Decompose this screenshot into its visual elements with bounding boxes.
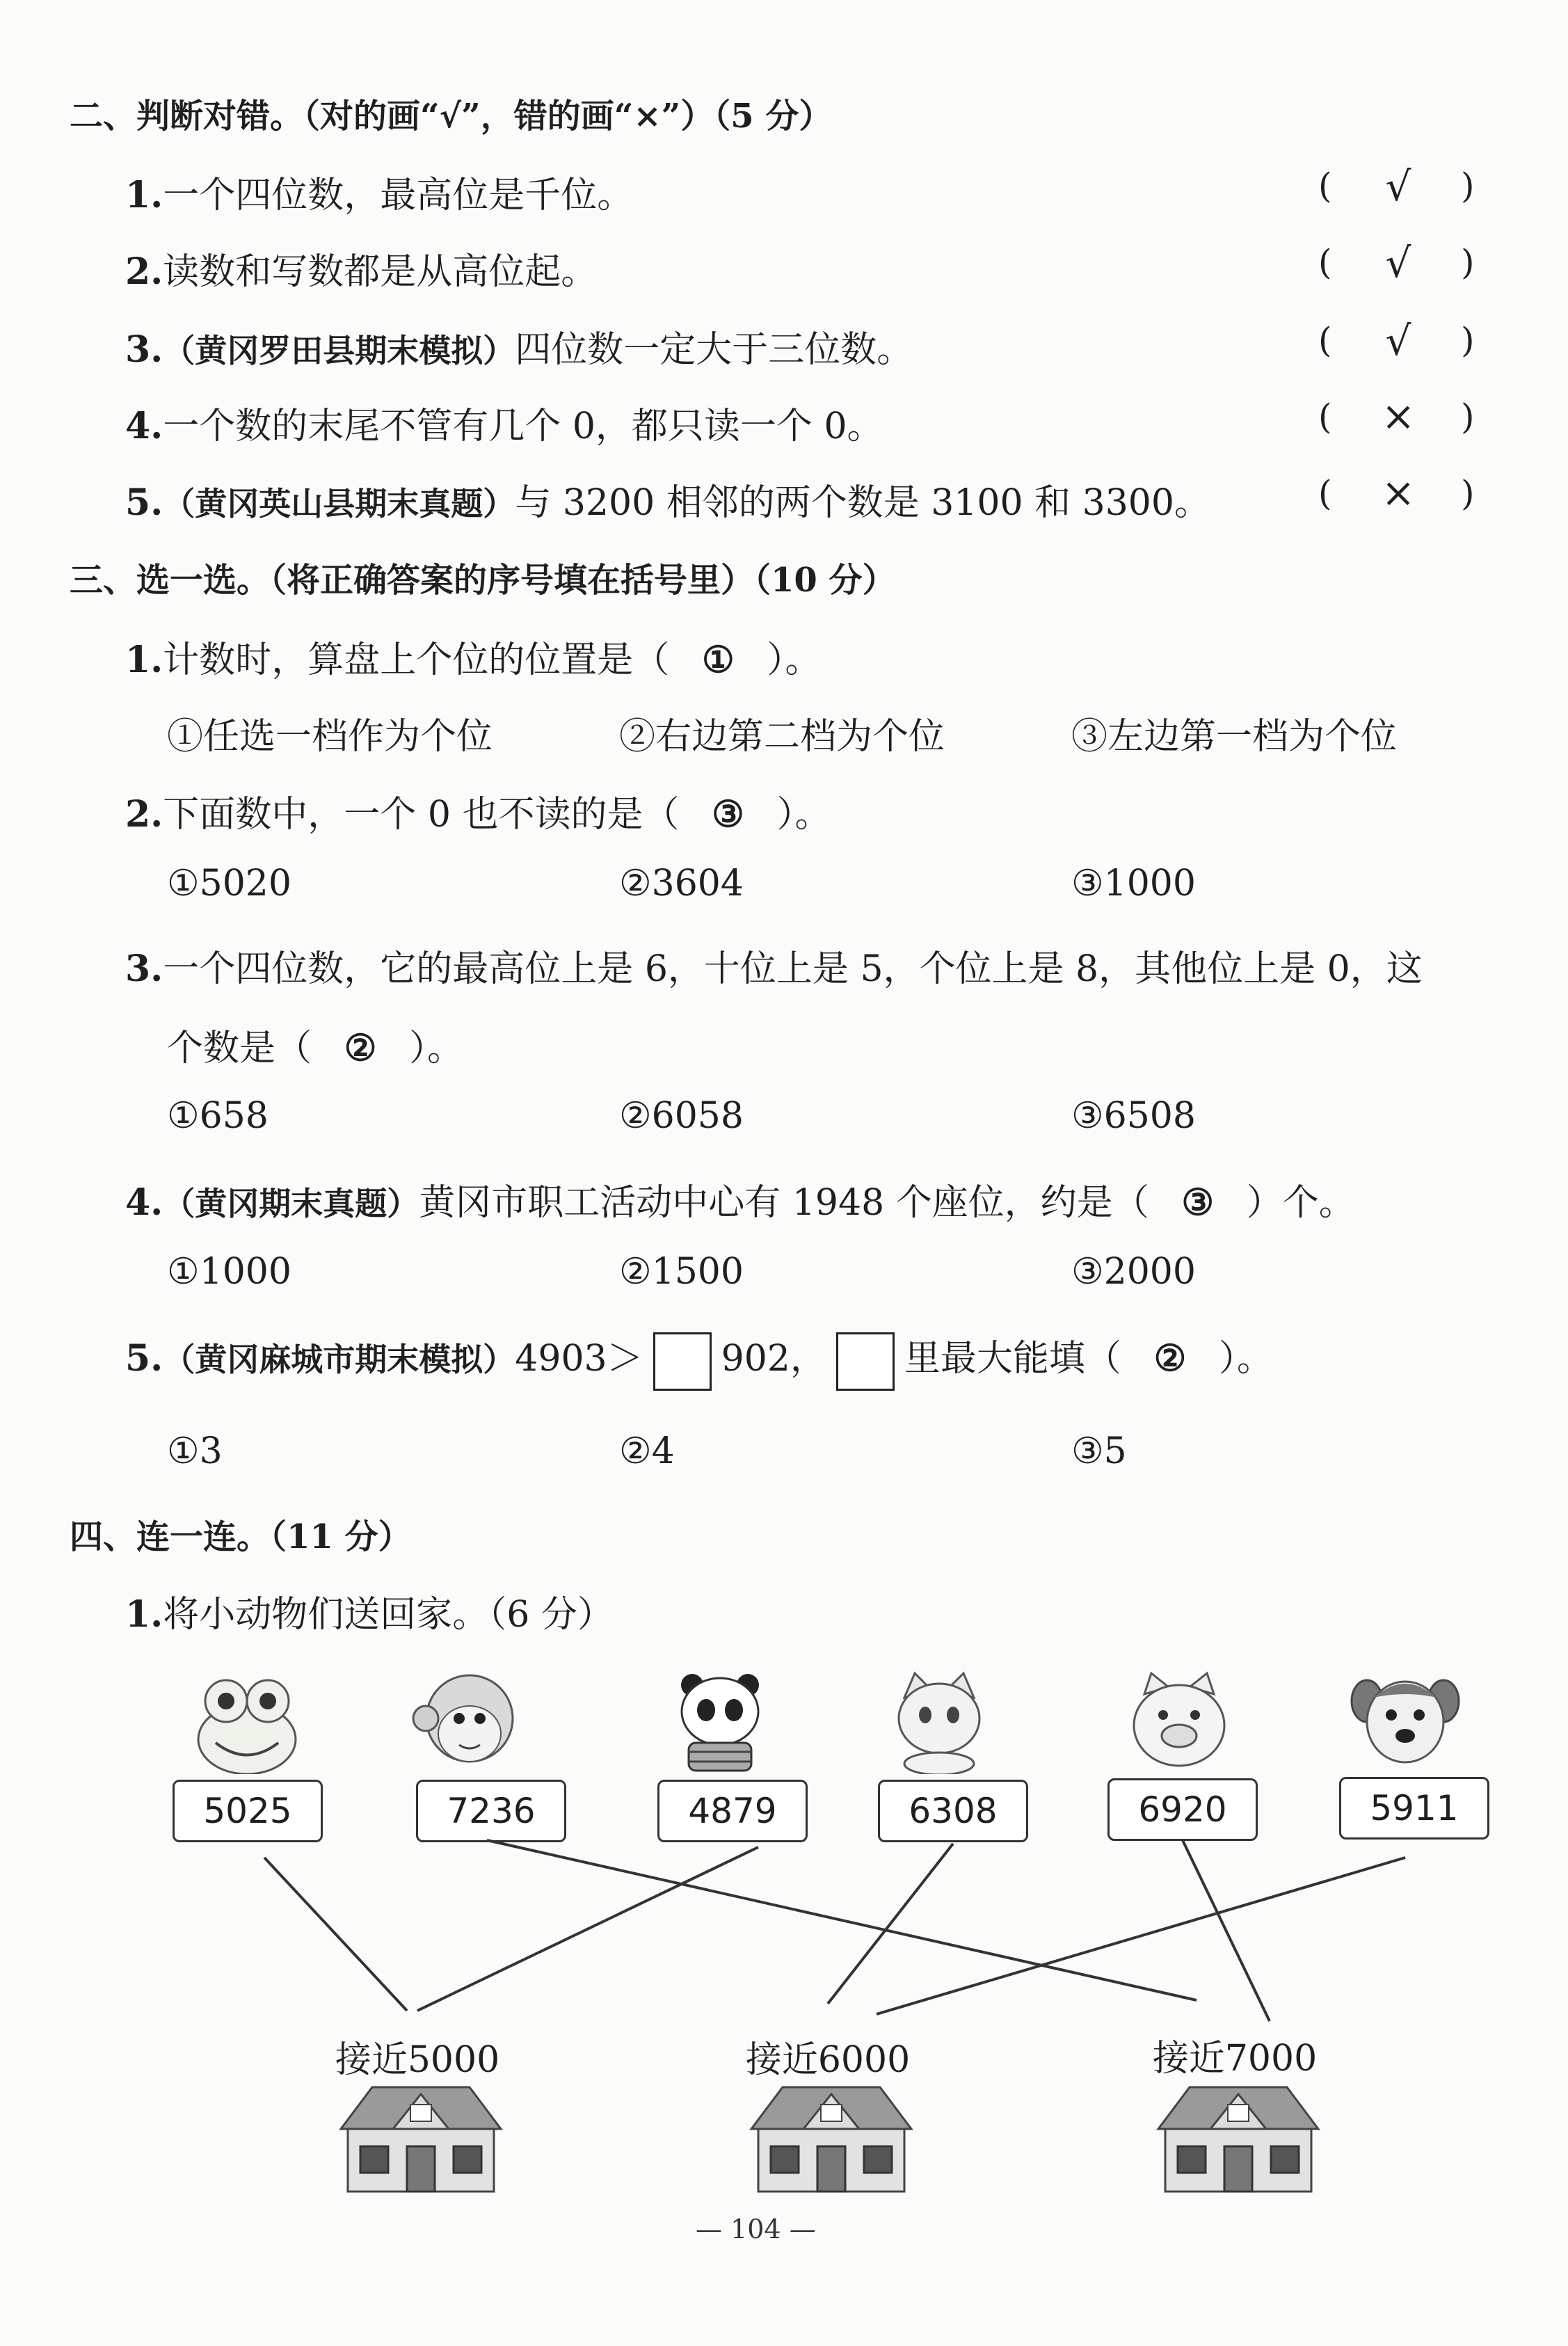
- item-number: 5.: [125, 481, 163, 524]
- item-number: 1.: [125, 1593, 163, 1636]
- option-1: ①5020: [167, 863, 291, 904]
- item-number: 3.: [125, 328, 163, 371]
- item-source: （黄冈麻城市期末模拟）: [163, 1341, 515, 1378]
- item-number: 5.: [125, 1337, 163, 1380]
- option-2: ②右边第二档为个位: [619, 716, 945, 758]
- house-label: 接近7000: [1152, 2038, 1318, 2080]
- option-3: ③5: [1071, 1430, 1127, 1472]
- question-text: 计数时，算盘上个位的位置是（: [163, 639, 670, 681]
- inequality-left: 4903＞: [515, 1338, 643, 1380]
- item-number: 1.: [125, 639, 163, 681]
- answer-bracket-close: ): [1461, 473, 1475, 513]
- number-box: 5025: [173, 1780, 323, 1842]
- number-box: 7236: [416, 1780, 566, 1842]
- number-box: 6308: [878, 1780, 1028, 1842]
- option-1: ①1000: [167, 1251, 291, 1293]
- answer-bracket-open: (: [1318, 473, 1332, 513]
- answer-bracket-close: ): [1461, 166, 1475, 206]
- answer-mark-2: √: [1385, 239, 1411, 287]
- answer-mark-4: ×: [1381, 392, 1416, 440]
- option-2: ②3604: [619, 863, 744, 904]
- question-end: ）。: [409, 1028, 464, 1069]
- answer: ②: [1153, 1337, 1187, 1380]
- number-box: 5911: [1339, 1777, 1489, 1840]
- house-icon: [334, 2077, 508, 2195]
- option-2: ②4: [619, 1430, 675, 1472]
- question-text: 里最大能填（: [904, 1338, 1121, 1380]
- option-1: ①658: [167, 1095, 269, 1137]
- answer: ②: [344, 1027, 377, 1069]
- item-text: 读数和写数都是从高位起。: [163, 251, 598, 293]
- option-2: ②1500: [619, 1251, 744, 1293]
- match-line: [877, 1858, 1405, 2014]
- house-label: 接近5000: [335, 2039, 500, 2081]
- answer: ③: [1181, 1181, 1215, 1224]
- question-end: ）。: [776, 794, 831, 836]
- match-line: [264, 1858, 407, 2011]
- page-number: — 104 —: [696, 2214, 816, 2244]
- item-number: 4.: [125, 405, 163, 447]
- house-label: 接近6000: [745, 2039, 911, 2081]
- match-line: [828, 1844, 953, 2004]
- option-2: ②6058: [619, 1095, 744, 1137]
- section4-title: 四、连一连。（11 分）: [70, 1517, 412, 1556]
- item-source: （黄冈英山县期末真题）: [163, 485, 515, 522]
- section2-title: 二、判断对错。（对的画“√”，错的画“×”）（5 分）: [70, 97, 833, 136]
- option-1: ①3: [167, 1430, 223, 1472]
- answer-bracket-close: ): [1461, 397, 1475, 437]
- match-line: [487, 1840, 1197, 2000]
- item-text: 一个四位数，最高位是千位。: [163, 175, 634, 216]
- section3-title: 三、选一选。（将正确答案的序号填在括号里）（10 分）: [70, 561, 896, 600]
- item-number: 3.: [125, 948, 163, 990]
- answer-bracket-open: (: [1318, 397, 1332, 437]
- answer-bracket-close: ): [1461, 242, 1475, 282]
- instruction-text: 将小动物们送回家。（6 分）: [163, 1594, 614, 1636]
- answer-bracket-open: (: [1318, 320, 1332, 360]
- question-end: ）。: [767, 639, 822, 681]
- question-text: 下面数中，一个 0 也不读的是（: [163, 794, 680, 836]
- option-1: ①任选一档作为个位: [167, 716, 493, 758]
- item-source: （黄冈期末真题）: [163, 1185, 419, 1222]
- item-number: 2.: [125, 793, 163, 836]
- item-text: 一个数的末尾不管有几个 0，都只读一个 0。: [163, 406, 883, 447]
- answer-mark-3: √: [1385, 317, 1411, 365]
- inequality-right: 902，: [721, 1338, 826, 1380]
- question-end: ）。: [1218, 1338, 1273, 1380]
- answer: ③: [712, 793, 744, 836]
- match-line: [1183, 1840, 1270, 2021]
- item-text: 四位数一定大于三位数。: [515, 329, 913, 371]
- answer-mark-5: ×: [1381, 469, 1416, 516]
- question-text: 黄冈市职工活动中心有 1948 个座位，约是（: [419, 1182, 1149, 1224]
- number-box: 6920: [1107, 1778, 1258, 1841]
- answer-bracket-close: ): [1461, 320, 1475, 360]
- answer-bracket-open: (: [1318, 166, 1332, 206]
- answer-mark-1: √: [1385, 163, 1411, 210]
- item-number: 2.: [125, 250, 163, 293]
- item-number: 4.: [125, 1181, 163, 1224]
- house-icon: [1151, 2077, 1325, 2195]
- item-number: 1.: [125, 174, 163, 216]
- answer: ①: [702, 639, 735, 681]
- answer-bracket-open: (: [1318, 242, 1332, 282]
- option-3: ③2000: [1071, 1251, 1196, 1293]
- number-box: 4879: [657, 1780, 808, 1842]
- question-end: ）个。: [1246, 1182, 1355, 1224]
- question-text: 一个四位数，它的最高位上是 6，十位上是 5，个位上是 8，其他位上是 0，这: [163, 948, 1423, 990]
- option-3: ③左边第一档为个位: [1071, 716, 1398, 758]
- option-3: ③1000: [1071, 863, 1196, 904]
- item-text: 与 3200 相邻的两个数是 3100 和 3300。: [515, 482, 1210, 524]
- match-line: [417, 1847, 758, 2011]
- option-3: ③6508: [1071, 1095, 1196, 1137]
- question-text: 个数是（: [167, 1028, 312, 1069]
- house-icon: [744, 2077, 918, 2195]
- item-source: （黄冈罗田县期末模拟）: [163, 332, 515, 369]
